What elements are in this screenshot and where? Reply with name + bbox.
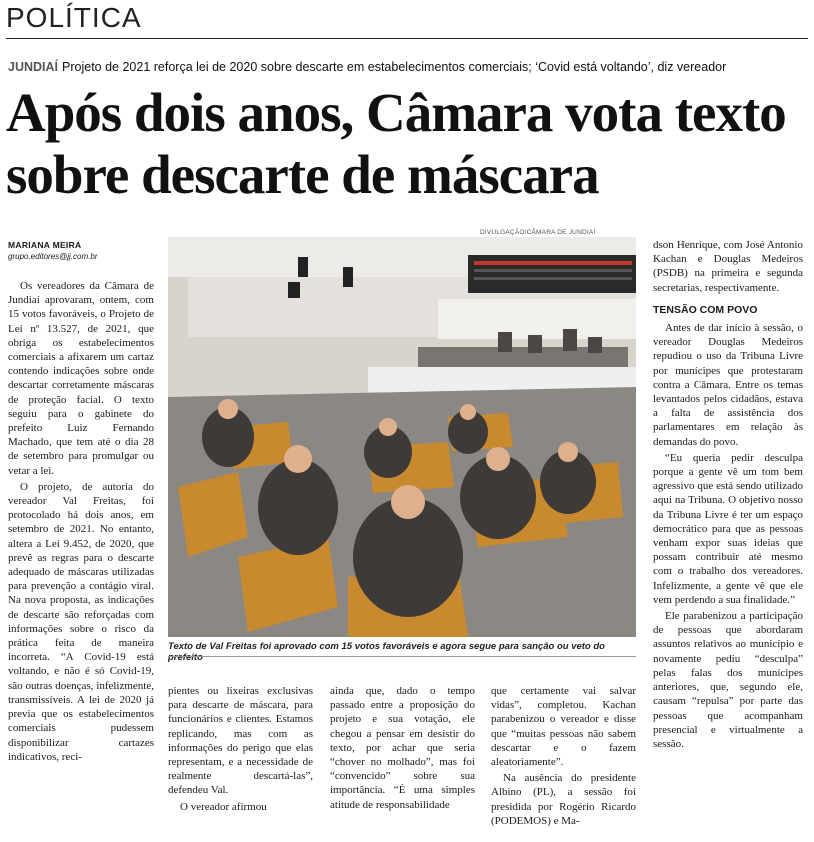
kicker-text: Projeto de 2021 reforça lei de 2020 sobre descarte em estabelecimentos comerciais; ‘Covid está voltando’, diz vereador bbox=[62, 60, 727, 74]
paragraph: Antes de dar início à sessão, o vereador Douglas Medeiros repudiou o uso da Tribuna Livre por munícipes que protestaram contra a Câmara. Entre os temas levantados pelos cidadãos, estava a falta de assistência dos parlamentares em relação às demandas do povo. bbox=[653, 322, 803, 448]
paragraph: dson Henrique, com José Antonio Kachan e Douglas Medeiros (PSDB) na primeira e segunda secretarias, respectivamente. bbox=[653, 239, 803, 294]
subheading: TENSÃO COM POVO bbox=[653, 303, 758, 316]
article-column-4 bbox=[491, 684, 636, 828]
byline bbox=[8, 240, 98, 261]
paragraph: pientes ou lixeiras exclusivas para descarte de máscara, para funcionários e clientes. Estamos replicando, mas com as informações do perigo que elas representam, e a necessidade de realmente descartá-las”, defendeu Val. bbox=[168, 685, 313, 797]
byline-email: grupo.editores@jj.com.br bbox=[8, 252, 98, 261]
article-column-1 bbox=[8, 279, 154, 764]
byline-author: MARIANA MEIRA bbox=[8, 240, 82, 250]
article-photo bbox=[168, 237, 636, 637]
paragraph: Na ausência do presidente Albino (PL), a sessão foi presidida por Rogério Ricardo (PODEMOS) e Ma- bbox=[491, 772, 636, 827]
paragraph: ainda que, dado o tempo passado entre a proposição do projeto e sua votação, ele chegou a pensar em desistir do texto, por achar que seria “chover no molhado”, mas foi “convencido” sobre sua importância. “É uma simples atitude de responsabilidade bbox=[330, 685, 475, 811]
paragraph: que certamente vai salvar vidas”, completou. Kachan parabenizou o vereador e disse que “muitas pessoas não sabem descartar e o fazem aleatoriamente”. bbox=[491, 685, 636, 769]
paragraph: Ele parabenizou a participação de pessoas que abordaram assuntos relativos ao município e novamente pediu “desculpa” pelas falas dos munícipes anteriores, que, segundo ele, causam “repulsa” por parte das pessoas que acompanham presencial e virtualmente a sessão. bbox=[653, 610, 803, 750]
paragraph: O projeto, de autoria do vereador Val Freitas, foi protocolado há dois anos, em setembro de 2021. No entanto, altera a Lei 9.452, de 2020, que prevê as regras para o descarte adequado de máscaras utilizadas para prevenção a contágio viral. Na nova proposta, as indicações de descarte são reforçadas com informações sobre o risco da prática feita de maneira incorreta. “A Covid-19 está voltando, e não é só Covid-19, são outras doenças, infelizmente, transmissíveis. A lei de 2020 já previa que os estabelecimentos comerciais pudessem disponibilizar cartazes indicativos, reci- bbox=[8, 480, 154, 763]
paragraph: Os vereadores da Câmara de Jundiaí aprovaram, ontem, com 15 votos favoráveis, o Projeto de Lei nº 13.527, de 2021, que obriga os estabelecimentos comerciais a afixarem um cartaz contendo indicações sobre onde descartar corretamente máscaras de proteção facial. O texto seguiu para o gabinete do prefeito Luiz Fernando Machado, que tem até o dia 28 de setembro para promulgar ou vetar a lei. bbox=[8, 280, 154, 477]
kicker bbox=[8, 60, 726, 74]
paragraph: “Eu queria pedir desculpa porque a gente vê um tom bem agressivo que está sendo utilizado aqui na Tribuna. O objetivo nosso da Tribuna Livre é ter um espaço democrático para que as pessoas venham expor suas ideias que possam contribuir até mesmo com o trabalho dos vereadores. Infelizmente, a gente vê que ele vem perdendo a sua finalidade.” bbox=[653, 451, 803, 606]
photo-caption: Texto de Val Freitas foi aprovado com 15 votos favoráveis e agora segue para sanção ou veto do prefeito bbox=[168, 641, 605, 663]
section-divider bbox=[6, 38, 808, 39]
chamber-photo-illustration bbox=[168, 237, 636, 637]
caption-divider bbox=[168, 656, 636, 657]
article-column-2 bbox=[168, 684, 313, 814]
photo-credit: DIVULGAÇÃO/CÂMARA DE JUNDIAÍ bbox=[480, 229, 596, 236]
article-column-3 bbox=[330, 684, 475, 812]
headline: Após dois anos, Câmara vota texto sobre descarte de máscara bbox=[6, 82, 786, 205]
paragraph: O vereador afirmou bbox=[180, 800, 267, 813]
kicker-tag: JUNDIAÍ bbox=[8, 60, 59, 74]
article-column-5 bbox=[653, 238, 803, 751]
section-title: POLÍTICA bbox=[6, 2, 142, 33]
